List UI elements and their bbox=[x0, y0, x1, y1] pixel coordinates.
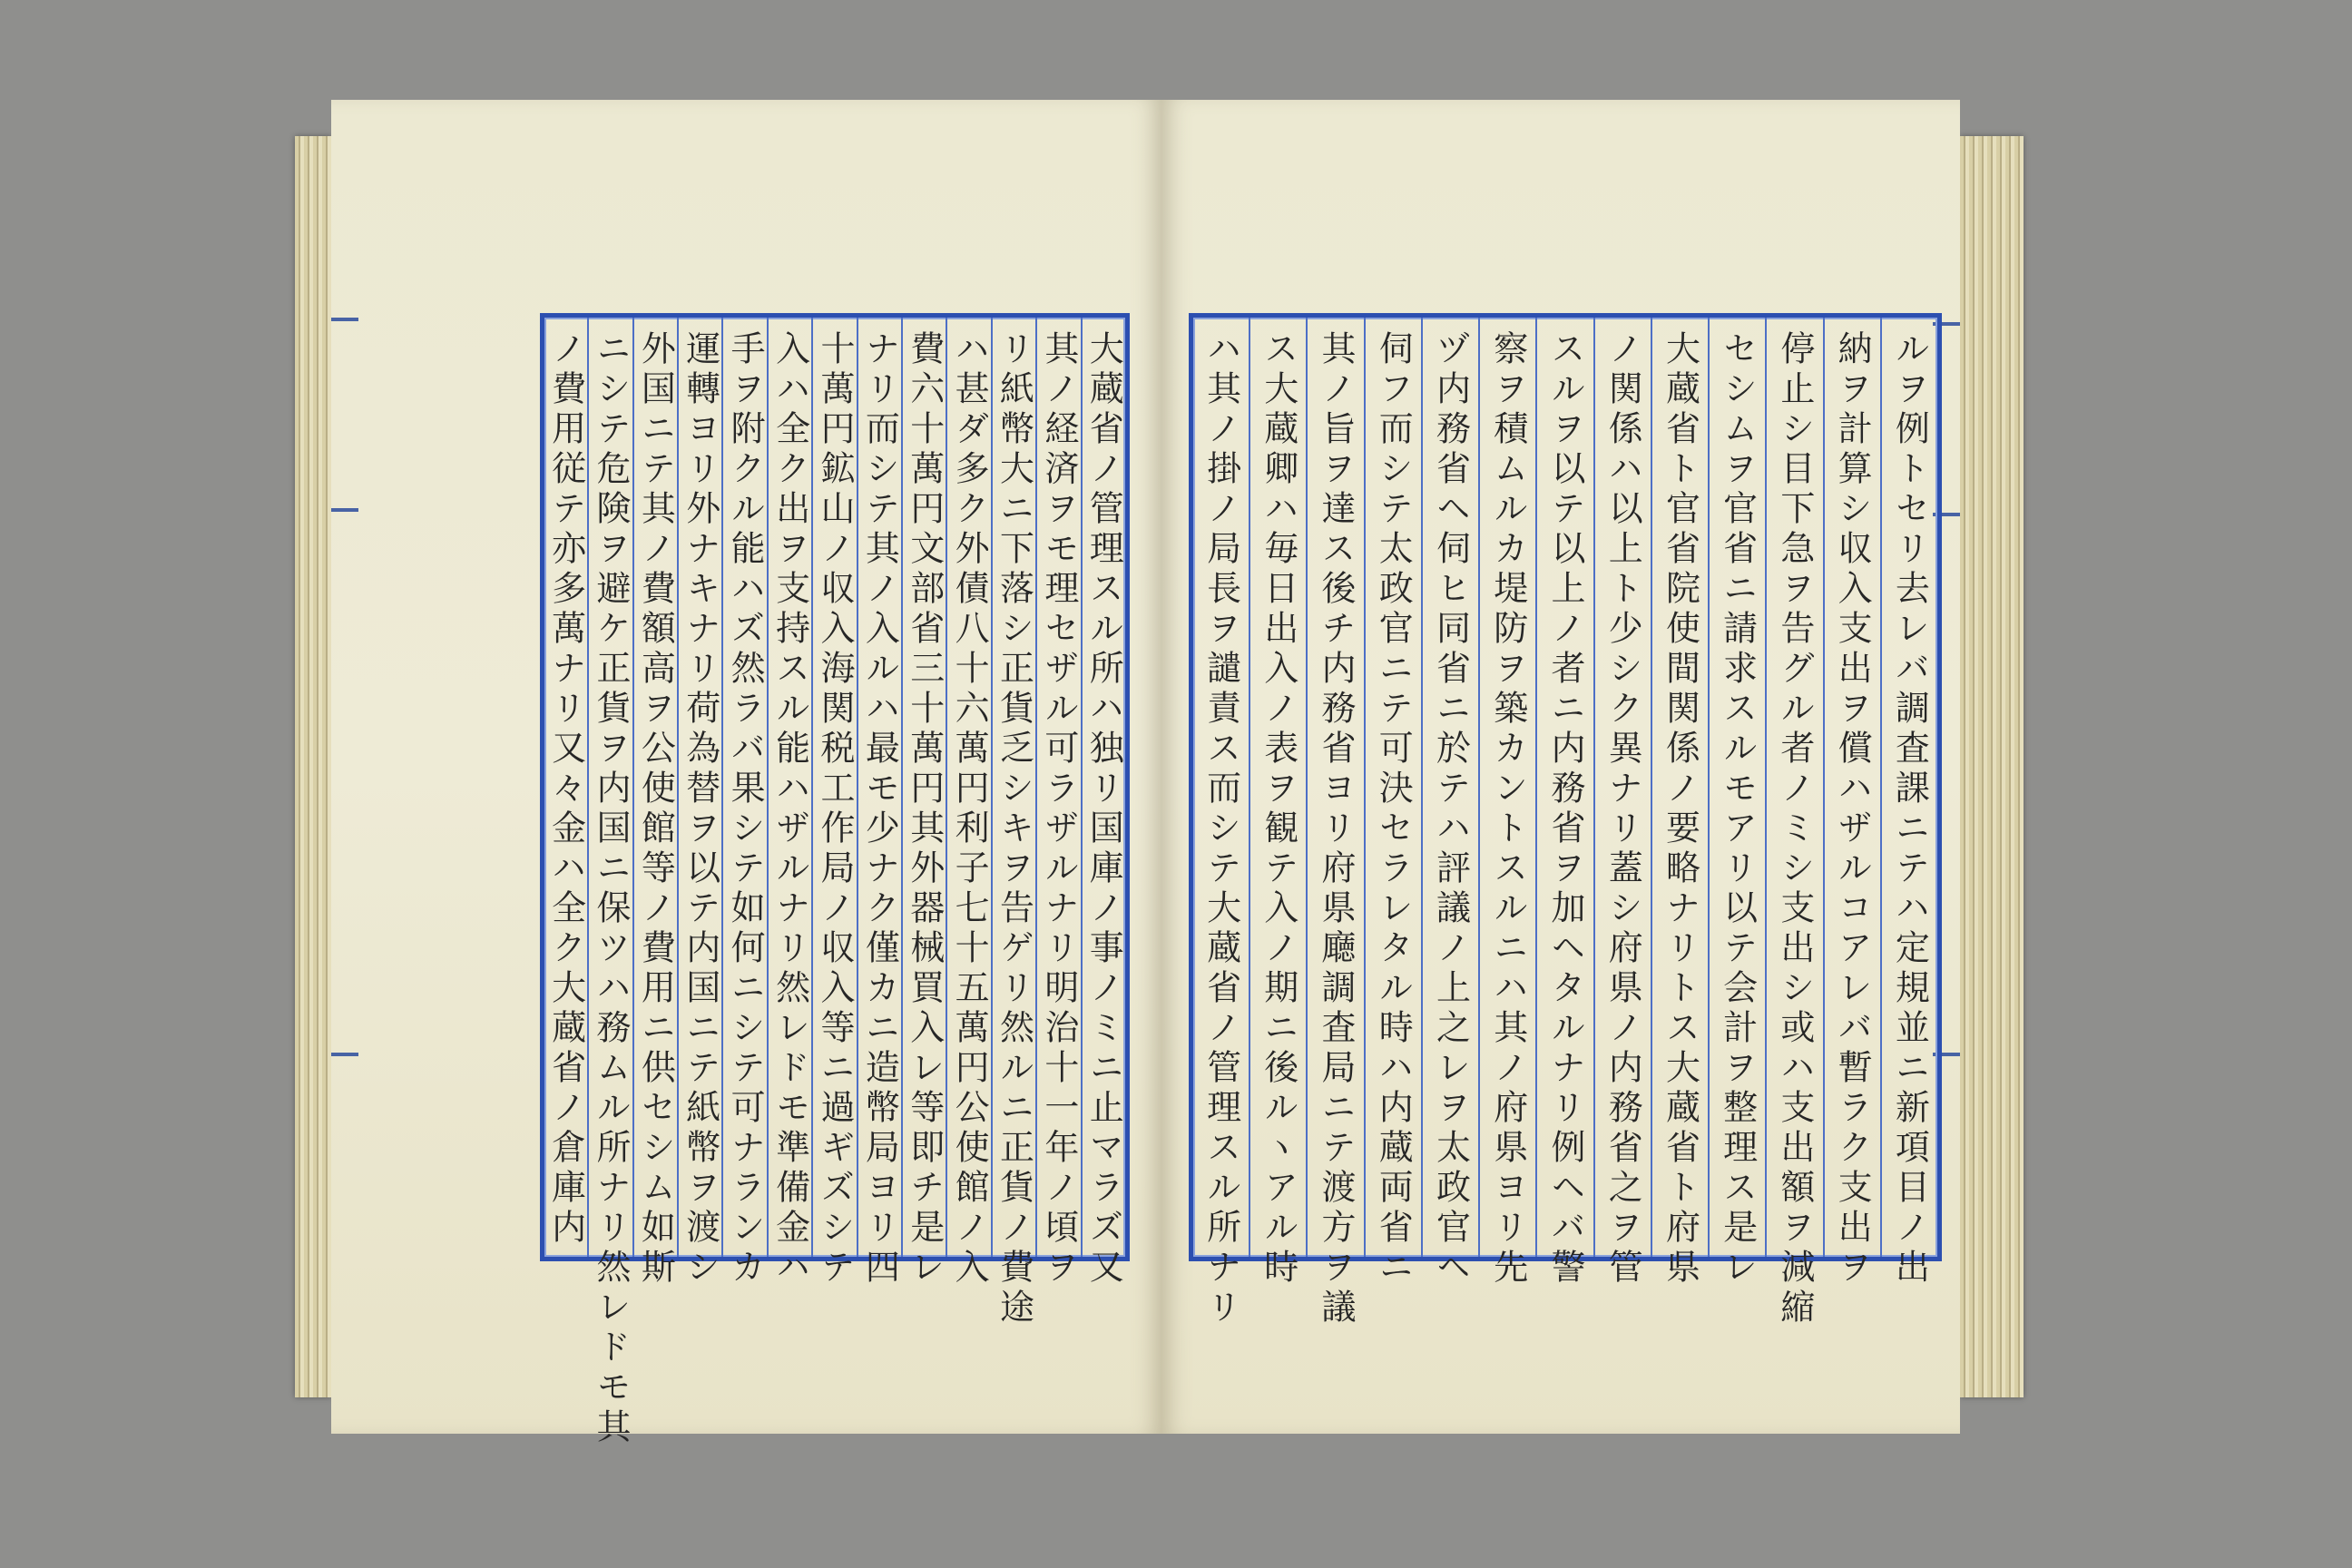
text-column: 十萬円鉱山ノ収入海関税工作局ノ収入等ニ過ギズシテ bbox=[811, 318, 856, 1257]
text-column: 手ヲ附クル能ハズ然ラバ果シテ如何ニシテ可ナランカ bbox=[721, 318, 766, 1257]
text-column: ハ其ノ掛ノ局長ヲ譴責ス而シテ大蔵省ノ管理スル所ナリ bbox=[1200, 330, 1241, 1328]
right-page-edge bbox=[1960, 136, 2024, 1397]
binding-thread bbox=[331, 318, 358, 321]
left-columns bbox=[544, 318, 1125, 1448]
text-column: スルヲ以テ以上ノ者ニ内務省ヲ加ヘタルナリ例ヘバ警 bbox=[1535, 318, 1592, 1257]
text-column: 外国ニテ其ノ費額高ヲ公使館等ノ費用ニ供セシム如斯 bbox=[632, 318, 677, 1257]
text-column: 運轉ヨリ外ナキナリ荷為替ヲ以テ内国ニテ紙幣ヲ渡シ bbox=[677, 318, 721, 1257]
text-column: 停止シ目下急ヲ告グル者ノミシ支出シ或ハ支出額ヲ減縮 bbox=[1765, 318, 1822, 1257]
text-column: 其ノ旨ヲ達ス後チ内務省ヨリ府県廰調査局ニテ渡方ヲ議 bbox=[1306, 318, 1363, 1257]
text-column: ニシテ危険ヲ避ケ正貨ヲ内国ニ保ツハ務ムル所ナリ然レドモ其 bbox=[587, 318, 632, 1257]
right-page bbox=[1161, 100, 1960, 1434]
left-page bbox=[331, 100, 1161, 1448]
text-column: ノ費用従テ亦多萬ナリ又々金ハ全ク大蔵省ノ倉庫内 bbox=[545, 330, 586, 1249]
left-text-frame bbox=[540, 313, 1130, 1448]
text-column: セシムヲ官省ニ請求スルモアリ以テ会計ヲ整理ス是レ bbox=[1708, 318, 1765, 1257]
text-column: ノ関係ハ以上ト少シク異ナリ蓋シ府県ノ内務省之ヲ管 bbox=[1593, 318, 1651, 1257]
text-column: 費六十萬円文部省三十萬円其外器械買入レ等即チ是レ bbox=[901, 318, 946, 1257]
right-columns bbox=[1193, 318, 1937, 1328]
text-column: 納ヲ計算シ収入支出ヲ償ハザルコアレバ暫ラク支出ヲ bbox=[1823, 318, 1880, 1257]
binding-thread bbox=[331, 1053, 358, 1056]
text-column: 大蔵省ノ管理スル所ハ独リ国庫ノ事ノミニ止マラズ又 bbox=[1081, 318, 1125, 1257]
text-column: 大蔵省ト官省院使間関係ノ要略ナリトス大蔵省ト府県 bbox=[1651, 318, 1708, 1257]
text-column: ナリ而シテ其ノ入ルハ最モ少ナク僅カニ造幣局ヨリ四 bbox=[857, 318, 901, 1257]
text-column: ハ甚ダ多ク外債八十六萬円利子七十五萬円公使館ノ入 bbox=[946, 318, 990, 1257]
binding-thread bbox=[331, 508, 358, 512]
text-column: ヅ内務省ヘ伺ヒ同省ニ於テハ評議ノ上之レヲ太政官ヘ bbox=[1421, 318, 1478, 1257]
text-column: ス大蔵卿ハ毎日出入ノ表ヲ観テ入ノ期ニ後ルヽアル時 bbox=[1249, 318, 1306, 1257]
text-column: 察ヲ積ムルカ堤防ヲ築カントスルニハ其ノ府県ヨリ先 bbox=[1478, 318, 1535, 1257]
text-column: リ紙幣大ニ下落シ正貨乏シキヲ告ゲリ然ルニ正貨ノ費途 bbox=[991, 318, 1035, 1257]
text-column: 入ハ全ク出ヲ支持スル能ハザルナリ然レドモ準備金ハ bbox=[767, 318, 811, 1257]
left-page-edge bbox=[295, 136, 331, 1397]
text-column: 伺フ而シテ太政官ニテ可決セラレタル時ハ内蔵両省ニ bbox=[1364, 318, 1421, 1257]
right-text-frame bbox=[1189, 313, 1942, 1328]
text-column: ルヲ例トセリ去レバ調査課ニテハ定規並ニ新項目ノ出 bbox=[1880, 318, 1937, 1257]
text-column: 其ノ経済ヲモ理セザル可ラザルナリ明治十一年ノ頃ヲ bbox=[1035, 318, 1080, 1257]
open-book bbox=[295, 100, 2024, 1448]
